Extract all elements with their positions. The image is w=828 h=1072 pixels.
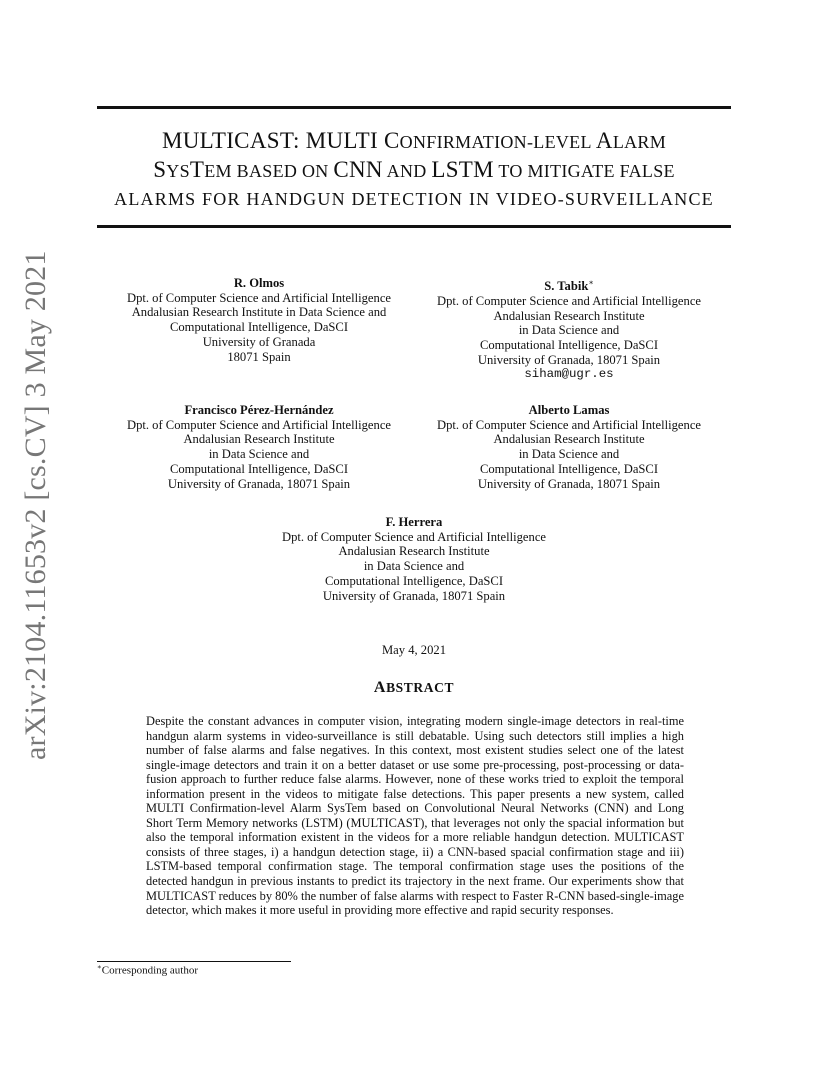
author-name: Francisco Pérez-Hernández [184, 403, 334, 417]
author-affiliation-line: 18071 Spain [227, 349, 291, 364]
author-affiliation-line: Computational Intelligence, DaSCI [169, 461, 349, 476]
author-name: R. Olmos [233, 276, 285, 290]
title-line-2: SYSTEM BASED ON CNN AND LSTM TO MITIGATE FALSE [153, 157, 675, 182]
footnote-mark: ∗ [97, 963, 102, 971]
author-name: F. Herrera [385, 515, 443, 529]
footnote-rule [97, 961, 291, 962]
author-affiliation-line: University of Granada, 18071 Spain [477, 476, 661, 491]
author-affiliation-line: Computational Intelligence, DaSCI [324, 573, 504, 588]
author-name: S. Tabik∗ [544, 278, 594, 294]
author-affiliation-line: in Data Science and [518, 323, 620, 338]
author-affiliation-line: in Data Science and [208, 447, 310, 462]
author-affiliation-line: Computational Intelligence, DaSCI [169, 320, 349, 335]
footnote-text: Corresponding author [101, 964, 198, 977]
title-line-1: MULTICAST: MULTI CONFIRMATION-LEVEL ALARM [161, 128, 667, 153]
arxiv-stamp: arXiv:2104.11653v2 [cs.CV] 3 May 2021 [19, 250, 52, 760]
author-affiliation-line: Dpt. of Computer Science and Artificial Intelligence [436, 293, 702, 308]
author-email-link[interactable]: siham@ugr.es [524, 367, 614, 382]
author-affiliation-line: in Data Science and [363, 559, 465, 574]
title-top-rule [97, 106, 731, 109]
author-block-olmos [104, 276, 414, 364]
author-affiliation-line: Andalusian Research Institute in Data Science and [131, 305, 387, 320]
author-affiliation-line: Dpt. of Computer Science and Artificial Intelligence [281, 529, 547, 544]
paper-title [97, 127, 731, 213]
author-affiliation-line: University of Granada, 18071 Spain [167, 476, 351, 491]
author-affiliation-line: University of Granada, 18071 Spain [477, 352, 661, 367]
author-name: Alberto Lamas [528, 403, 610, 417]
author-affiliation-line: Computational Intelligence, DaSCI [479, 461, 659, 476]
title-bottom-rule [97, 225, 731, 228]
author-block-perez-hernandez [104, 403, 414, 491]
author-affiliation-line: Dpt. of Computer Science and Artificial Intelligence [126, 417, 392, 432]
author-block-tabik [414, 276, 724, 382]
publication-date: May 4, 2021 [381, 643, 446, 657]
author-affiliation-line: Andalusian Research Institute [493, 308, 645, 323]
author-affiliation-line: Andalusian Research Institute [338, 544, 490, 559]
abstract-heading: ABSTRACT [373, 679, 455, 696]
abstract-text: Despite the constant advances in computer vision, integrating modern single-image detectors in real-time handgun alarm systems in video-surveillance is still debatable. Using such detectors still implies a high number of false alarms and false negatives. In this context, most existent studies select one of the latest single-image detectors and train it on a better dataset or use some pre-processing, post-processing or data-fusion approach to further reduce false alarms. However, none of these works tried to exploit the temporal information present in the videos to mitigate false detections. This paper presents a new system, called MULTI Confirmation-level Alarm SysTem based on Convolutional Neural Networks (CNN) and Long Short Term Memory networks (LSTM) (MULTICAST), that leverages not only the spacial information but also the temporal information existent in the videos for a more reliable handgun detection. MULTICAST consists of three stages, i) a handgun detection stage, ii) a CNN-based spacial confirmation stage and iii) LSTM-based temporal confirmation stage. The temporal confirmation stage uses the positions of the detected handgun in previous instants to predict its trajectory in the next frame. Our experiments show that MULTICAST reduces by 80% the number of false alarms with respect to Faster R-CNN based-single-image detector, which makes it more useful in providing more effective and rapid security responses. [146, 714, 684, 918]
author-block-lamas [414, 403, 724, 491]
author-affiliation-line: Andalusian Research Institute [183, 432, 335, 447]
author-affiliation-line: in Data Science and [518, 447, 620, 462]
author-affiliation-line: University of Granada, 18071 Spain [322, 588, 506, 603]
author-affiliation-line: University of Granada [202, 334, 316, 349]
author-affiliation-line: Computational Intelligence, DaSCI [479, 338, 659, 352]
author-affiliation-line: Dpt. of Computer Science and Artificial Intelligence [126, 290, 392, 305]
footnote [97, 963, 198, 977]
author-affiliation-line: Dpt. of Computer Science and Artificial Intelligence [436, 417, 702, 432]
title-line-3: ALARMS FOR HANDGUN DETECTION IN VIDEO-SURVEILLANCE [114, 189, 714, 209]
author-block-herrera [259, 515, 569, 603]
corresponding-mark: ∗ [588, 278, 594, 287]
author-affiliation-line: Andalusian Research Institute [493, 432, 645, 447]
